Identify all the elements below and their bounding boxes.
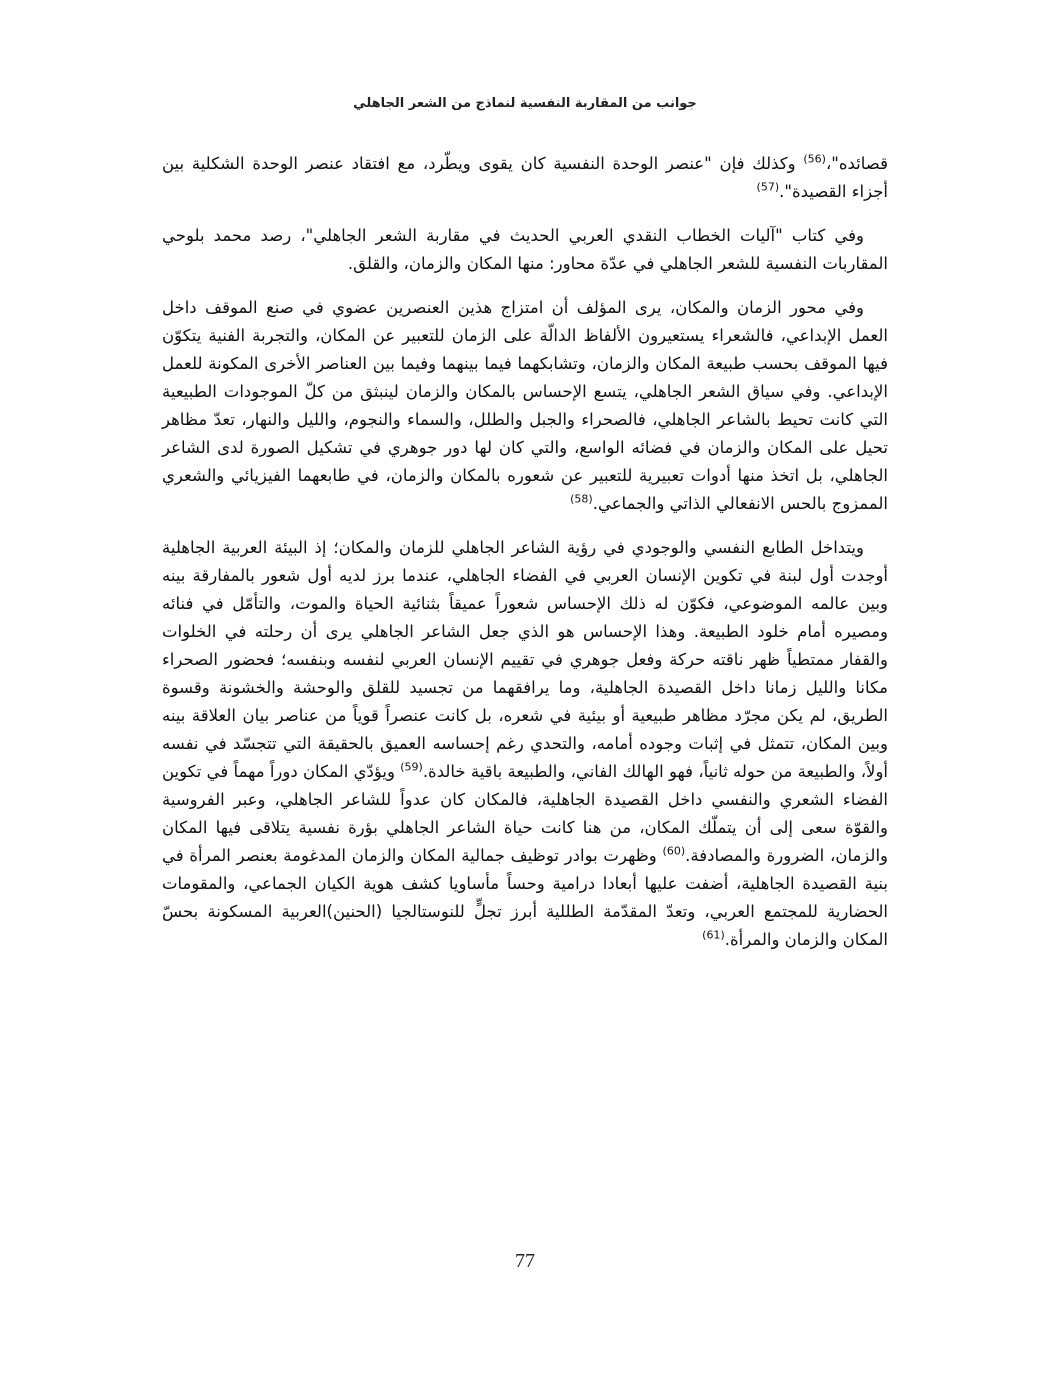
- page-number: 77: [515, 1250, 535, 1272]
- footnote-ref-60[interactable]: (60): [662, 844, 686, 858]
- paragraph-3: [162, 294, 888, 518]
- paragraph-text: وفي محور الزمان والمكان، يرى المؤلف أن امتزاج هذين العنصرين عضوي في صنع الموقف داخل العمل الإبداعي، فالشعراء يستعيرون الألفاظ الدالّة على الزمان للتعبير عن المكان، والتجربة الفنية يتكوّن فيها الموقف بحسب طبيعة المكان والزمان، وتشابكهما فيما بينهما وفيما بين العناصر الأخرى المكونة للعمل الإبداعي. وفي سياق الشعر الجاهلي، يتسع الإحساس بالمكان والزمان لينبثق من كلّ الموجودات الطبيعية التي كانت تحيط بالشاعر الجاهلي، فالصحراء والجبل والطلل، والسماء والنجوم، والليل والنهار، تعدّ مظاهر تحيل على المكان والزمان في فضائه الواسع، والتي كان لها دور جوهري في تشكيل الصورة لدى الشاعر الجاهلي، بل اتخذ منها أدوات تعبيرية للتعبير عن شعوره بالمكان والزمان، في طابعهما الفيزيائي والشعري الممزوج بالحس الانفعالي الذاتي والجماعي.: [162, 298, 888, 513]
- paragraph-4: [162, 534, 888, 954]
- footnote-ref-59[interactable]: (59): [400, 760, 423, 774]
- paragraph-text: قصائده"،: [825, 154, 888, 173]
- paragraph-text: وكذلك فإن "عنصر الوحدة النفسية كان يقوى ويطّرد، مع افتقاد عنصر الوحدة الشكلية بين أجزاء القصيدة".: [162, 154, 888, 201]
- paragraph-2: وفي كتاب "آليات الخطاب النقدي العربي الحديث في مقاربة الشعر الجاهلي"، رصد محمد بلوحي المقاربات النفسية للشعر الجاهلي في عدّة محاور: منها المكان والزمان، والقلق.: [162, 226, 888, 273]
- paragraph-text: وظهرت بوادر توظيف جمالية المكان والزمان المدغومة بعنصر المرأة في بنية القصيدة الجاهلية، أضفت عليها أبعادا درامية وحساً مأساويا كشف هوية الكيان الجماعي، والمقومات الحضارية للمجتمع العربي، وتعدّ المقدّمة الطللية أبرز تجلٍّ للنوستالجيا (الحنين)العربية المسكونة بحسّ المكان والزمان والمرأة.: [162, 846, 888, 949]
- footnote-ref-57[interactable]: (57): [756, 180, 780, 194]
- paragraph-text: ويؤدّي المكان دوراً مهماً في تكوين الفضاء الشعري والنفسي داخل القصيدة الجاهلية، فالمكان كان عدواً للشاعر الجاهلي، وعبر الفروسية والقوّة سعى إلى أن يتملّك المكان، من هنا كانت حياة الشاعر الجاهلي بؤرة نفسية يتلاقى فيها المكان والزمان، الضرورة والمصادفة.: [162, 762, 888, 865]
- paragraph-1: [162, 150, 888, 206]
- running-header: جوانب من المقاربة النفسية لنماذج من الشعر الجاهلي: [353, 96, 697, 111]
- footnote-ref-61[interactable]: (61): [702, 928, 725, 942]
- paragraph-text: ويتداخل الطابع النفسي والوجودي في رؤية الشاعر الجاهلي للزمان والمكان؛ إذ البيئة العربية الجاهلية أوجدت أول لبنة في تكوين الإنسان العربي في الفضاء الجاهلي، عندما برز لديه أول شعور بالمفارقة بينه وبين عالمه الموضوعي، فكوّن له ذلك الإحساس شعوراً عميقاً بثنائية الحياة والموت، والتأمّل في فنائه ومصيره أمام خلود الطبيعة. وهذا الإحساس هو الذي جعل الشاعر الجاهلي يرى أن رحلته في الخلوات والقفار ممتطياً ظهر ناقته حركة وفعل جوهري في تقييم الإنسان العربي لنفسه وبنفسه؛ فحضور الصحراء مكانا والليل زمانا داخل القصيدة الجاهلية، وما يرافقهما من تجسيد للقلق والوحشة والخشونة وقسوة الطريق، لم يكن مجرّد مظاهر طبيعية أو بيئية في شعره، بل كانت عنصراً قوياً من عناصر بيان العلاقة بينه وبين المكان، تتمثل في إثبات وجوده أمامه، والتحدي رغم إحساسه العميق بالحقيقة التي تتجسّد في نفسه أولاً، والطبيعة من حوله ثانياً، فهو الهالك الفاني، والطبيعة باقية خالدة.: [162, 538, 888, 781]
- body-text: [162, 150, 888, 970]
- footnote-ref-56[interactable]: (56): [803, 152, 826, 166]
- footnote-ref-58[interactable]: (58): [570, 492, 593, 506]
